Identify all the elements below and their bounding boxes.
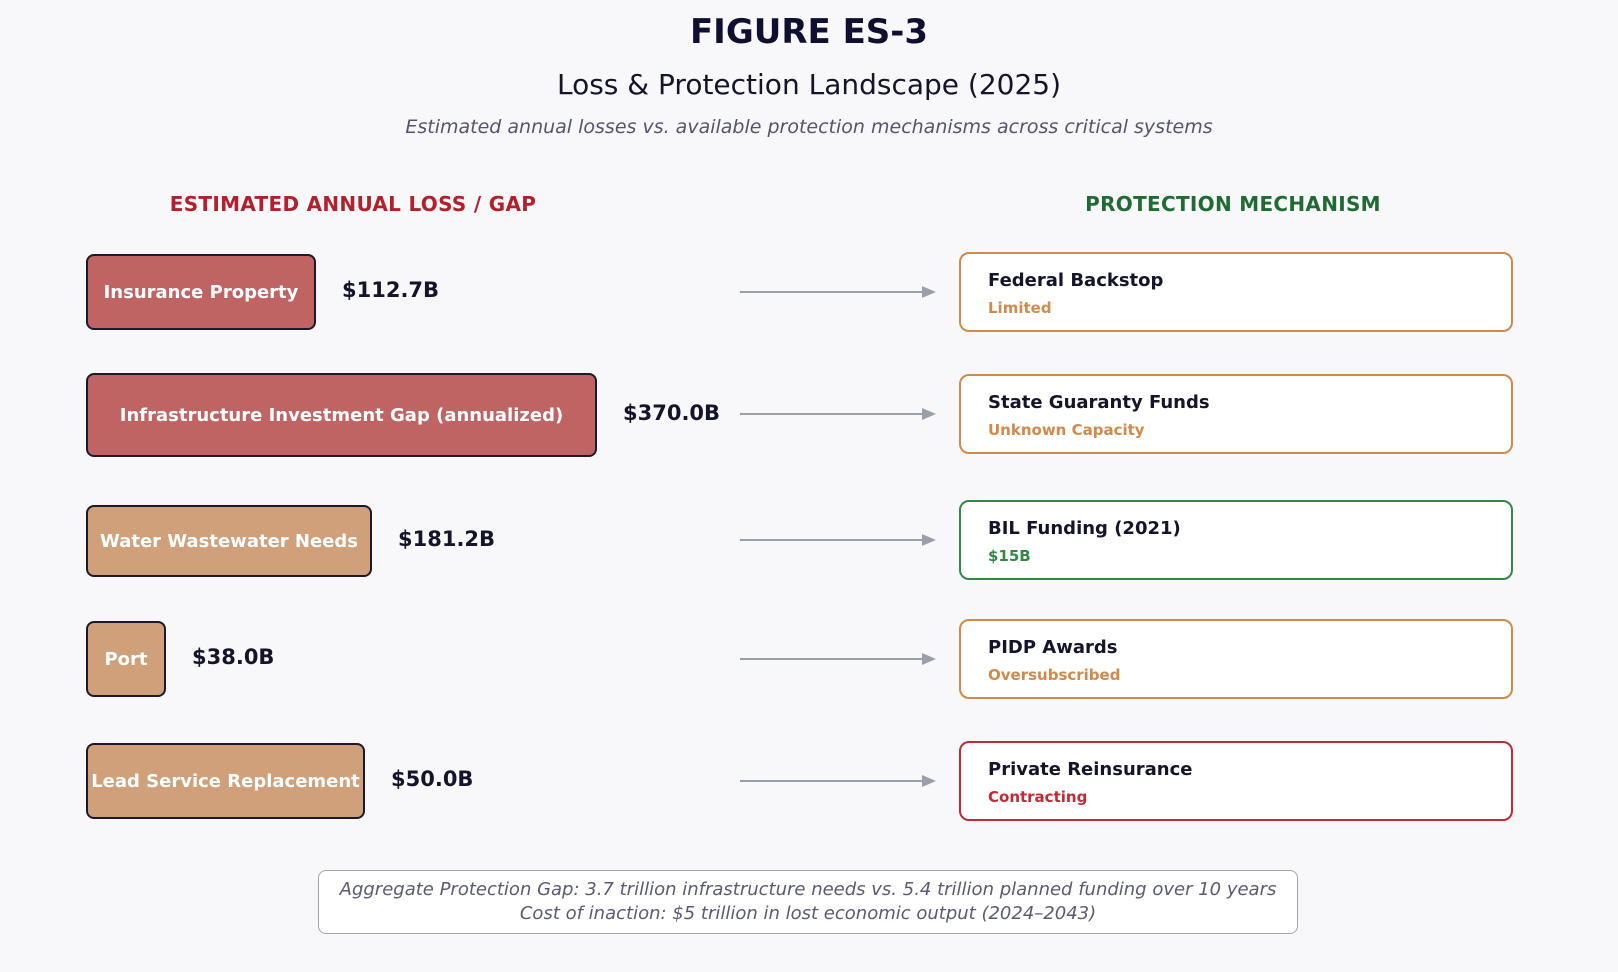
aggregate-gap-line: Aggregate Protection Gap: 3.7 trillion infrastructure needs vs. 5.4 trillion planned funding over 10 years bbox=[339, 879, 1277, 900]
loss-value: $181.2B bbox=[398, 527, 496, 551]
mapping-arrow-icon bbox=[740, 285, 936, 299]
mechanism-status: Contracting bbox=[988, 788, 1088, 806]
mapping-arrow-icon bbox=[740, 533, 936, 547]
mapping-arrow-icon bbox=[740, 652, 936, 666]
protection-column-header: PROTECTION MECHANISM bbox=[1085, 192, 1381, 216]
loss-category-box: Water Wastewater Needs bbox=[86, 505, 372, 577]
loss-value: $112.7B bbox=[342, 278, 440, 302]
protection-mechanism-card bbox=[959, 741, 1513, 821]
mapping-arrow-icon bbox=[740, 407, 936, 421]
loss-value: $370.0B bbox=[623, 401, 721, 425]
figure-title: FIGURE ES-3 bbox=[689, 12, 929, 52]
mapping-arrow-icon bbox=[740, 774, 936, 788]
mechanism-name: PIDP Awards bbox=[988, 637, 1118, 658]
mechanism-status: $15B bbox=[988, 547, 1031, 565]
figure-caption: Estimated annual losses vs. available protection mechanisms across critical systems bbox=[405, 116, 1213, 138]
figure-subtitle: Loss & Protection Landscape (2025) bbox=[556, 68, 1062, 101]
mechanism-name: Private Reinsurance bbox=[988, 759, 1193, 780]
loss-category-box: Infrastructure Investment Gap (annualized) bbox=[86, 373, 597, 457]
cost-of-inaction-line: Cost of inaction: $5 trillion in lost economic output (2024–2043) bbox=[519, 903, 1097, 924]
loss-value: $50.0B bbox=[391, 767, 474, 791]
loss-column-header: ESTIMATED ANNUAL LOSS / GAP bbox=[169, 192, 537, 216]
protection-mechanism-card bbox=[959, 252, 1513, 332]
mechanism-status: Unknown Capacity bbox=[988, 421, 1145, 439]
aggregate-gap-note bbox=[318, 870, 1298, 934]
mechanism-name: BIL Funding (2021) bbox=[988, 518, 1181, 539]
loss-category-box: Lead Service Replacement bbox=[86, 743, 365, 819]
mechanism-status: Oversubscribed bbox=[988, 666, 1121, 684]
mechanism-name: Federal Backstop bbox=[988, 270, 1164, 291]
mechanism-status: Limited bbox=[988, 299, 1052, 317]
loss-category-box: Port bbox=[86, 621, 166, 697]
loss-value: $38.0B bbox=[192, 645, 275, 669]
protection-mechanism-card bbox=[959, 619, 1513, 699]
mechanism-name: State Guaranty Funds bbox=[988, 392, 1210, 413]
protection-mechanism-card bbox=[959, 374, 1513, 454]
protection-mechanism-card bbox=[959, 500, 1513, 580]
loss-category-box: Insurance Property bbox=[86, 254, 316, 330]
